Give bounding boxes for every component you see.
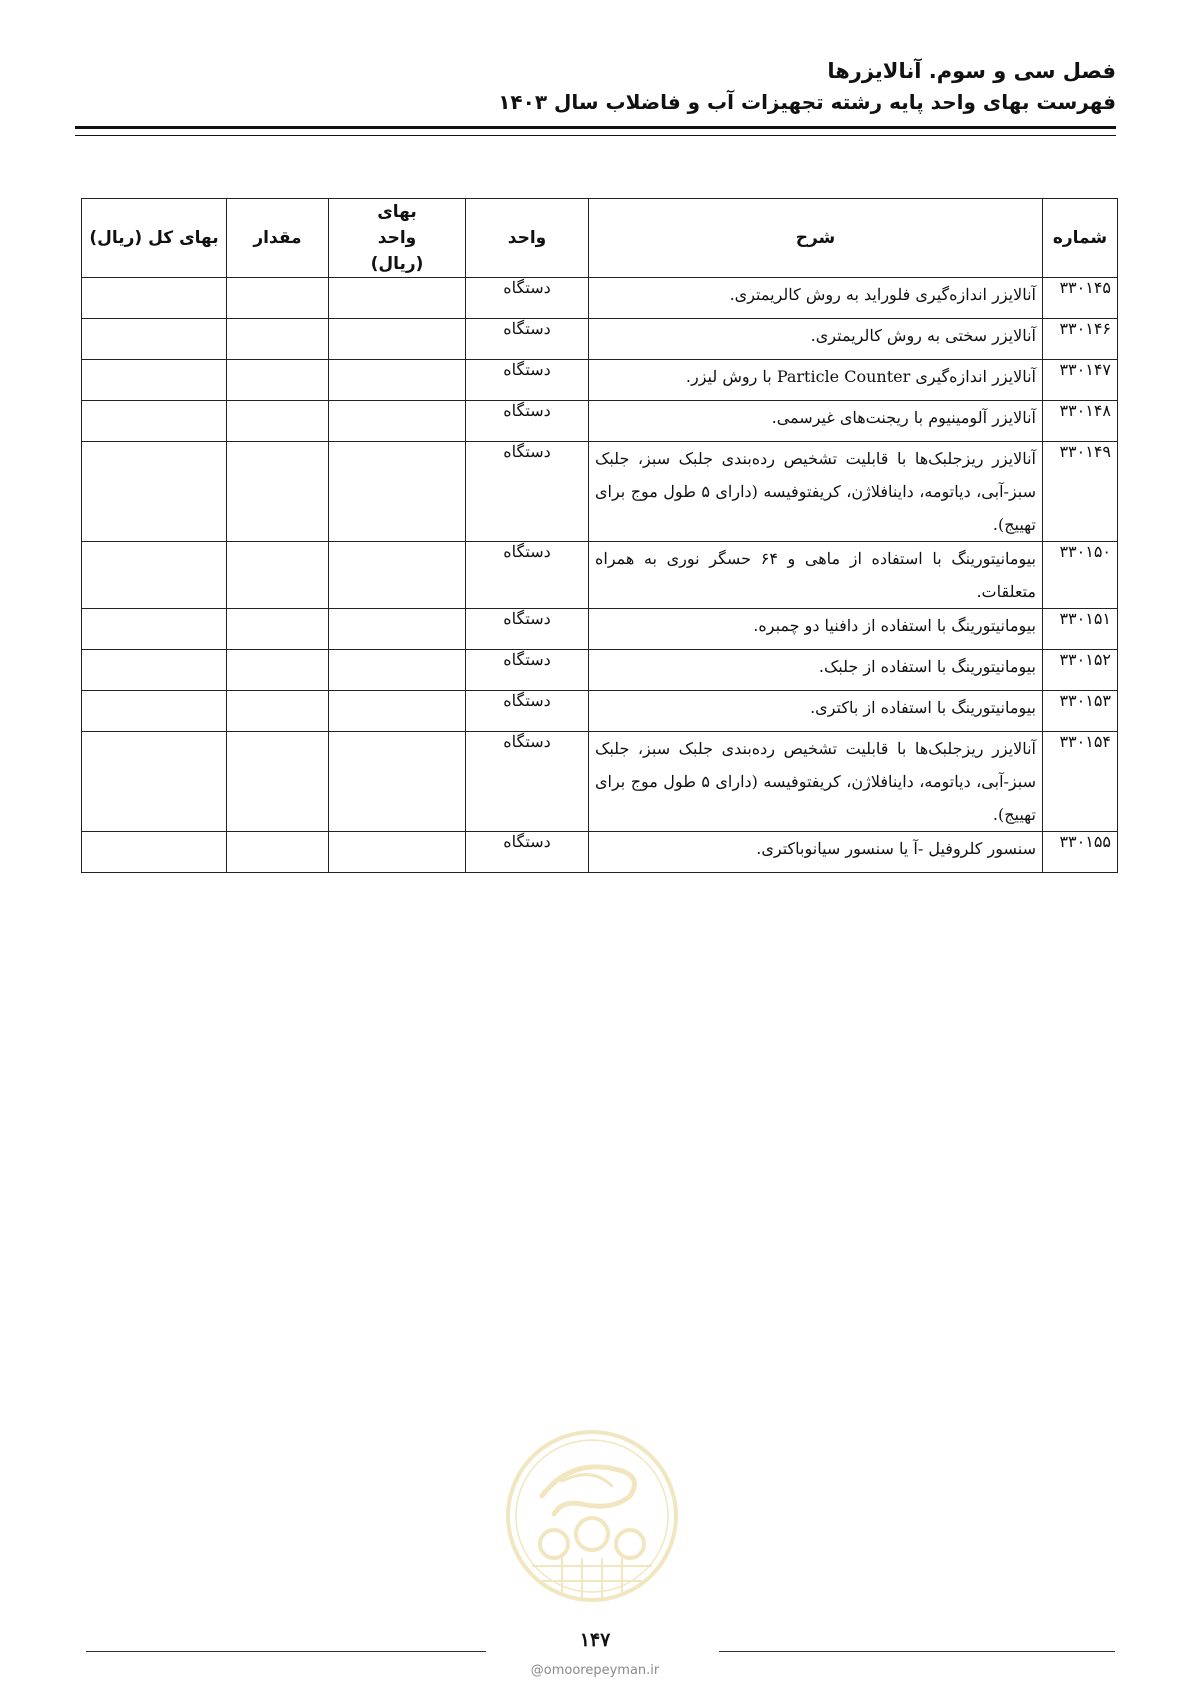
column-header-unit: واحد <box>466 199 589 278</box>
row-total-price <box>82 832 227 873</box>
table-row <box>82 278 1118 319</box>
row-total-price <box>82 401 227 442</box>
footer-website: @omoorepeyman.ir <box>530 1663 660 1678</box>
row-unit-price <box>329 278 466 319</box>
table-row <box>82 319 1118 360</box>
row-quantity <box>227 609 329 650</box>
row-unit: دستگاه <box>466 319 589 360</box>
table-row <box>82 832 1118 873</box>
row-total-price <box>82 691 227 732</box>
row-code: ۳۳۰۱۵۱ <box>1043 609 1118 650</box>
row-quantity <box>227 401 329 442</box>
row-unit: دستگاه <box>466 442 589 542</box>
row-description: آنالایزر ریزجلبک‌ها با قابلیت تشخیص رده‌بندی جلبک سبز، جلبک سبز-آبی، دیاتومه، داینافلاژن، کریفتوفیسه (دارای ۵ طول موج برای تهییج). <box>589 732 1043 832</box>
row-unit: دستگاه <box>466 401 589 442</box>
row-code: ۳۳۰۱۵۵ <box>1043 832 1118 873</box>
row-code: ۳۳۰۱۵۳ <box>1043 691 1118 732</box>
table-row <box>82 442 1118 542</box>
row-total-price <box>82 360 227 401</box>
row-unit: دستگاه <box>466 542 589 609</box>
row-unit-price <box>329 542 466 609</box>
row-description: سنسور کلروفیل -آ یا سنسور سیانوباکتری. <box>589 832 1043 873</box>
column-header-description: شرح <box>589 199 1043 278</box>
row-code: ۳۳۰۱۵۲ <box>1043 650 1118 691</box>
row-unit-price <box>329 360 466 401</box>
table-row <box>82 691 1118 732</box>
page-header <box>75 55 1116 117</box>
table-row <box>82 650 1118 691</box>
row-total-price <box>82 278 227 319</box>
row-unit-price <box>329 650 466 691</box>
column-header-quantity: مقدار <box>227 199 329 278</box>
row-unit-price <box>329 732 466 832</box>
row-total-price <box>82 542 227 609</box>
row-code: ۳۳۰۱۴۶ <box>1043 319 1118 360</box>
table-row <box>82 732 1118 832</box>
row-quantity <box>227 650 329 691</box>
row-description: آنالایزر سختی به روش کالریمتری. <box>589 319 1043 360</box>
table-header-row <box>82 199 1118 278</box>
row-code: ۳۳۰۱۴۹ <box>1043 442 1118 542</box>
row-unit: دستگاه <box>466 691 589 732</box>
row-unit-price <box>329 609 466 650</box>
row-code: ۳۳۰۱۴۸ <box>1043 401 1118 442</box>
row-total-price <box>82 609 227 650</box>
footer-rule-left <box>86 1651 486 1652</box>
row-total-price <box>82 319 227 360</box>
row-description: آنالایزر اندازه‌گیری Particle Counter با روش لیزر. <box>589 360 1043 401</box>
row-quantity <box>227 832 329 873</box>
row-code: ۳۳۰۱۵۴ <box>1043 732 1118 832</box>
row-quantity <box>227 319 329 360</box>
row-unit: دستگاه <box>466 650 589 691</box>
table-row <box>82 401 1118 442</box>
row-description: بیومانیتورینگ با استفاده از دافنیا دو چمبره. <box>589 609 1043 650</box>
row-description: آنالایزر ریزجلبک‌ها با قابلیت تشخیص رده‌بندی جلبک سبز، جلبک سبز-آبی، دیاتومه، داینافلاژن، کریفتوفیسه (دارای ۵ طول موج برای تهییج). <box>589 442 1043 542</box>
row-quantity <box>227 542 329 609</box>
row-quantity <box>227 732 329 832</box>
column-header-total-price: بهای کل (ریال) <box>82 199 227 278</box>
row-quantity <box>227 691 329 732</box>
header-rule <box>75 126 1116 136</box>
list-title: فهرست بهای واحد پایه رشته تجهیزات آب و فاضلاب سال ۱۴۰۳ <box>498 90 1116 114</box>
table-row <box>82 360 1118 401</box>
row-description: آنالایزر اندازه‌گیری فلوراید به روش کالریمتری. <box>589 278 1043 319</box>
row-unit-price <box>329 691 466 732</box>
row-description: بیومانیتورینگ با استفاده از باکتری. <box>589 691 1043 732</box>
column-header-code: شماره <box>1043 199 1118 278</box>
row-unit: دستگاه <box>466 278 589 319</box>
row-unit: دستگاه <box>466 832 589 873</box>
page-number: ۱۴۷ <box>579 1629 611 1651</box>
table-body <box>82 278 1118 873</box>
logo-watermark-icon <box>502 1426 682 1606</box>
row-code: ۳۳۰۱۴۵ <box>1043 278 1118 319</box>
row-unit: دستگاه <box>466 732 589 832</box>
row-description: بیومانیتورینگ با استفاده از ماهی و ۶۴ حسگر نوری به همراه متعلقات. <box>589 542 1043 609</box>
table-row <box>82 542 1118 609</box>
row-total-price <box>82 650 227 691</box>
row-unit: دستگاه <box>466 609 589 650</box>
row-unit-price <box>329 401 466 442</box>
row-description: آنالایزر آلومینیوم با ریجنت‌های غیرسمی. <box>589 401 1043 442</box>
row-unit-price <box>329 442 466 542</box>
row-code: ۳۳۰۱۴۷ <box>1043 360 1118 401</box>
row-unit-price <box>329 832 466 873</box>
footer-rule-right <box>719 1651 1115 1652</box>
row-description: بیومانیتورینگ با استفاده از جلبک. <box>589 650 1043 691</box>
row-total-price <box>82 732 227 832</box>
chapter-title: فصل سی و سوم. آنالایزرها <box>827 59 1116 83</box>
row-total-price <box>82 442 227 542</box>
column-header-unit-price: بهای واحد (ریال) <box>329 199 466 278</box>
table-row <box>82 609 1118 650</box>
row-quantity <box>227 360 329 401</box>
row-quantity <box>227 442 329 542</box>
row-unit: دستگاه <box>466 360 589 401</box>
row-quantity <box>227 278 329 319</box>
row-code: ۳۳۰۱۵۰ <box>1043 542 1118 609</box>
price-table <box>81 198 1118 873</box>
row-unit-price <box>329 319 466 360</box>
